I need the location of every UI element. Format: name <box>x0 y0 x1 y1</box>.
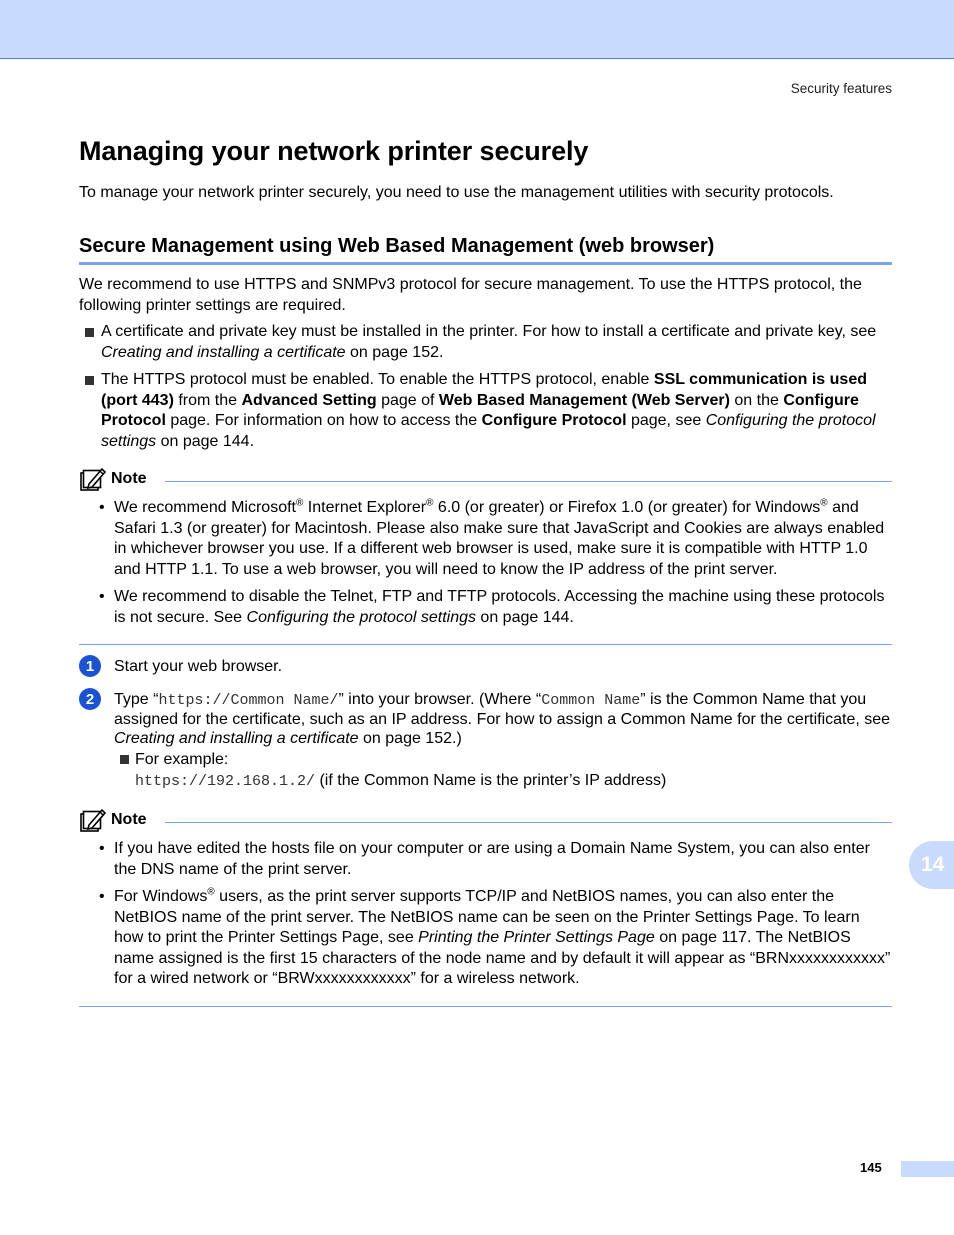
square-bullet-icon <box>120 755 129 764</box>
intro-paragraph: To manage your network printer securely, you need to use the management utilities with security protocols. <box>79 184 834 201</box>
pencil-note-icon <box>79 465 107 493</box>
step-2: 2 Type “https://Common Name/” into your browser. (Where “Common Name” is the Common Name that you assigned for the certificate, such as an IP address. For how to assign a Common Name for the certificate, see Creating and installing a certificate on page 152.) For example: https://192.168.1.2/ (if the Common Name is the printer’s IP address) <box>79 690 892 791</box>
cross-reference: Configuring the protocol settings <box>101 412 876 450</box>
note-box <box>79 805 892 1007</box>
note-label: Note <box>111 811 147 828</box>
square-bullet-icon <box>85 328 94 337</box>
page-number: 145 <box>860 1160 882 1175</box>
note-rule <box>165 822 892 823</box>
code-term: Common Name <box>541 692 641 709</box>
running-title: Security features <box>790 81 892 96</box>
dot-bullet-icon: • <box>99 499 105 516</box>
step-1: 1 Start your web browser. <box>79 657 892 676</box>
cross-reference: Configuring the protocol settings <box>246 608 476 626</box>
dot-bullet-icon: • <box>99 840 105 857</box>
list-item: • For Windows® users, as the print server supports TCP/IP and NetBIOS names, you can also enter the NetBIOS name of the print server. The NetBIOS name can be seen on the Printer Settings Page. To learn how to print the Printer Settings Page, see Printing the Printer Settings Page on page 117. The NetBIOS name assigned is the first 15 characters of the node name and by default it will appear as “BRNxxxxxxxxxxxx” for a wired network or “BRWxxxxxxxxxxxx” for a wireless network. <box>99 886 891 987</box>
example-item: For example: https://192.168.1.2/ (if the Common Name is the printer’s IP address) <box>114 750 892 791</box>
requirements-list <box>79 322 892 452</box>
page-content <box>79 133 892 1007</box>
dot-bullet-icon: • <box>99 888 105 905</box>
section-paragraph: We recommend to use HTTPS and SNMPv3 protocol for secure management. To use the HTTPS protocol, the following printer settings are required. <box>79 276 862 314</box>
section-heading: Secure Management using Web Based Management (web browser) <box>79 233 892 265</box>
square-bullet-icon <box>85 376 94 385</box>
list-item: • We recommend Microsoft® Internet Explorer® 6.0 (or greater) or Firefox 1.0 (or greater) for Windows® and Safari 1.3 (or greater) for Macintosh. Please also make sure that JavaScript and Cookies are always enabled in whichever browser you use. If a different web browser is used, make sure it is compatible with HTTP 1.0 and HTTP 1.1. To use a web browser, you will need to know the IP address of the print server. <box>99 497 885 578</box>
step-number-badge: 1 <box>79 655 101 677</box>
cross-reference: Creating and installing a certificate <box>101 343 346 361</box>
note-label: Note <box>111 470 147 487</box>
page-title: Managing your network printer securely <box>79 136 589 166</box>
dot-bullet-icon: • <box>99 588 105 605</box>
note-list <box>79 839 892 990</box>
list-item: A certificate and private key must be installed in the printer. For how to install a certificate and private key, see Creating and installing a certificate on page 152. <box>79 322 892 363</box>
chapter-tab: 14 <box>909 841 954 889</box>
step-number-badge: 2 <box>79 688 101 710</box>
note-header <box>79 805 892 835</box>
list-item: • If you have edited the hosts file on your computer or are using a Domain Name System, you can also enter the DNS name of the print server. <box>99 840 870 878</box>
list-item: • We recommend to disable the Telnet, FTP and TFTP protocols. Accessing the machine using these protocols is not secure. See Configuring the protocol settings on page 144. <box>99 588 885 626</box>
header-band <box>0 0 954 59</box>
pencil-note-icon <box>79 806 107 834</box>
code-url: https://Common Name/ <box>158 692 339 709</box>
cross-reference: Creating and installing a certificate <box>114 730 359 747</box>
note-rule <box>165 481 892 482</box>
list-item: The HTTPS protocol must be enabled. To enable the HTTPS protocol, enable SSL communication is used (port 443) from the Advanced Setting page of Web Based Management (Web Server) on the Configure Protocol page. For information on how to access the Configure Protocol page, see Configuring the protocol settings on page 144. <box>79 370 892 452</box>
example-url: https://192.168.1.2/ <box>135 773 316 790</box>
note-box <box>79 464 892 645</box>
cross-reference: Printing the Printer Settings Page <box>418 929 655 946</box>
page-number-bar <box>901 1161 954 1177</box>
note-list <box>79 498 892 628</box>
note-header <box>79 464 892 494</box>
step-list <box>79 657 892 791</box>
